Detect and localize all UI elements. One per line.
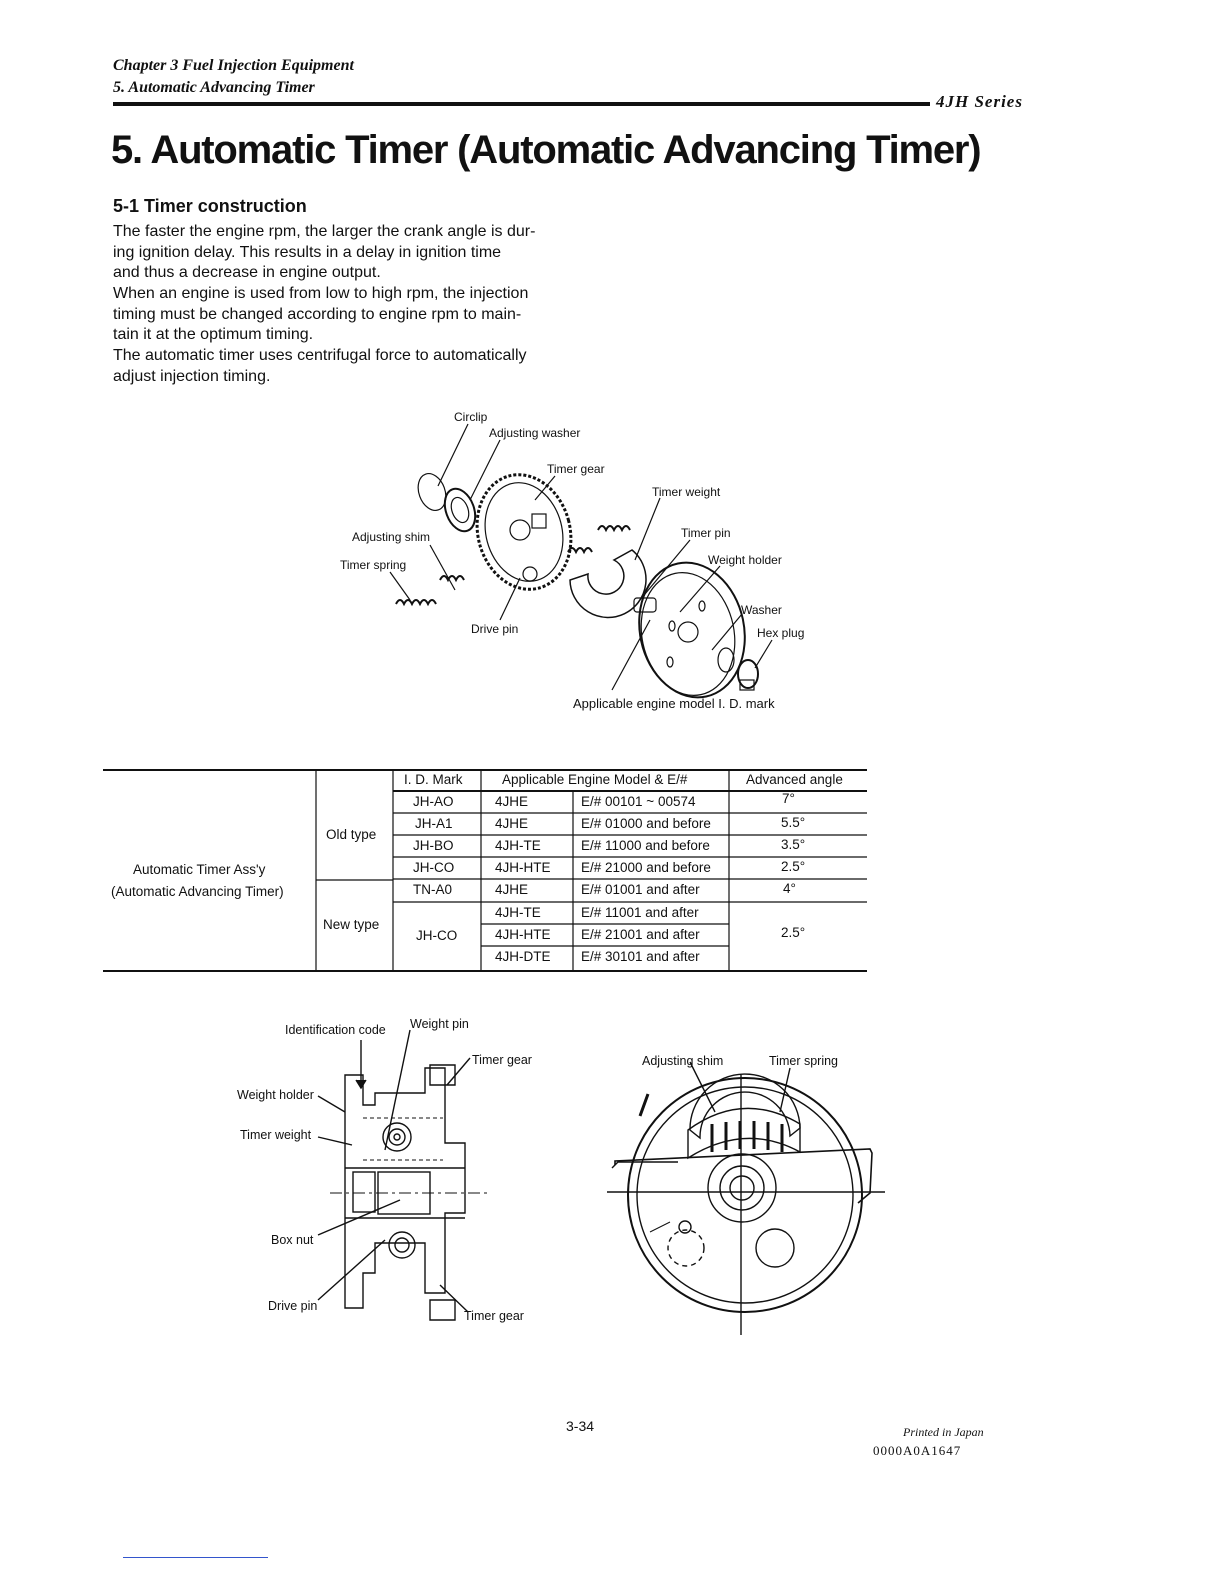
cell-model: 4JH-TE bbox=[495, 905, 541, 920]
page-title: 5. Automatic Timer (Automatic Advancing Timer) bbox=[111, 128, 981, 172]
label-timer-pin: Timer pin bbox=[681, 526, 731, 540]
label-model-mark: Applicable engine model I. D. mark bbox=[573, 696, 775, 711]
cell-angle: 2.5° bbox=[781, 859, 806, 874]
cell-model: 4JH-TE bbox=[495, 838, 541, 853]
col-header-angle: Advanced angle bbox=[746, 772, 843, 787]
cell-serial: E/# 21000 and before bbox=[581, 860, 711, 875]
label-timer-spring: Timer spring bbox=[340, 558, 407, 572]
paragraph-line: The automatic timer uses centrifugal force to automatically bbox=[113, 347, 527, 364]
cell-model: 4JH-HTE bbox=[495, 860, 551, 875]
cell-mark: JH-BO bbox=[413, 838, 454, 853]
col-header-model: Applicable Engine Model & E/# bbox=[502, 772, 688, 787]
cell-angle: 7° bbox=[782, 791, 795, 806]
cell-model: 4JHE bbox=[495, 816, 529, 831]
page-number: 3-34 bbox=[566, 1418, 595, 1434]
paragraph-line: timing must be changed according to engine rpm to main- bbox=[113, 305, 522, 323]
cell-serial: E/# 01001 and after bbox=[581, 882, 700, 897]
label-drive-pin-section: Drive pin bbox=[268, 1299, 318, 1313]
paragraph-line: When an engine is used from low to high rpm, the injection bbox=[113, 285, 529, 302]
label-timer-weight: Timer weight bbox=[652, 485, 721, 499]
label-timer-gear: Timer gear bbox=[547, 462, 605, 476]
printed-in-japan: Printed in Japan bbox=[903, 1425, 984, 1439]
label-identification-code: Identification code bbox=[285, 1023, 386, 1037]
cell-mark: JH-A1 bbox=[415, 816, 453, 831]
footer-line bbox=[123, 1557, 268, 1558]
chapter-header: Chapter 3 Fuel Injection Equipment bbox=[113, 57, 354, 74]
cell-serial: E/# 00101 ~ 00574 bbox=[581, 794, 696, 809]
cell-angle-merged: 2.5° bbox=[781, 925, 806, 940]
paragraph-line: tain it at the optimum timing. bbox=[113, 326, 314, 344]
cell-model: 4JHE bbox=[495, 794, 529, 809]
cell-serial: E/# 11001 and after bbox=[581, 905, 699, 920]
label-circlip: Circlip bbox=[454, 410, 488, 424]
cell-mark: JH-AO bbox=[413, 794, 454, 809]
section-heading: 5-1 Timer construction bbox=[113, 196, 307, 216]
group-new-type: New type bbox=[323, 917, 380, 932]
label-box-nut: Box nut bbox=[271, 1233, 314, 1247]
cell-mark: JH-CO bbox=[413, 860, 455, 875]
paragraph-line: The faster the engine rpm, the larger the crank angle is dur- bbox=[113, 223, 536, 240]
section-header: 5. Automatic Advancing Timer bbox=[113, 79, 315, 96]
series-label: 4JH Series bbox=[936, 92, 1023, 111]
label-washer: Washer bbox=[741, 603, 782, 617]
cell-model: 4JHE bbox=[495, 882, 529, 897]
label-adjusting-washer: Adjusting washer bbox=[489, 426, 581, 440]
cell-angle: 5.5° bbox=[781, 815, 806, 830]
label-adjusting-shim: Adjusting shim bbox=[352, 530, 431, 544]
table-row-header-1: Automatic Timer Ass'y bbox=[133, 862, 266, 877]
cell-angle: 3.5° bbox=[781, 837, 806, 852]
cell-mark: TN-A0 bbox=[413, 882, 453, 897]
cell-angle: 4° bbox=[783, 881, 796, 896]
paragraph-line: ing ignition delay. This results in a delay in ignition time bbox=[113, 243, 502, 261]
label-weight-pin: Weight pin bbox=[410, 1017, 469, 1031]
label-timer-gear-top: Timer gear bbox=[472, 1053, 532, 1067]
label-weight-holder: Weight holder bbox=[708, 553, 782, 567]
cell-serial: E/# 11000 and before bbox=[581, 838, 710, 853]
cell-serial: E/# 01000 and before bbox=[581, 816, 711, 831]
table-row-header-2: (Automatic Advancing Timer) bbox=[111, 884, 284, 899]
label-timer-spring-front: Timer spring bbox=[769, 1054, 838, 1068]
label-adjusting-shim-front: Adjusting shim bbox=[642, 1054, 724, 1068]
label-hex-plug: Hex plug bbox=[757, 626, 805, 640]
cell-serial: E/# 30101 and after bbox=[581, 949, 700, 964]
cell-model: 4JH-DTE bbox=[495, 949, 551, 964]
cell-model: 4JH-HTE bbox=[495, 927, 551, 942]
paragraph-line: and thus a decrease in engine output. bbox=[113, 264, 381, 282]
cell-serial: E/# 21001 and after bbox=[581, 927, 700, 942]
group-old-type: Old type bbox=[326, 827, 377, 842]
label-drive-pin: Drive pin bbox=[471, 622, 519, 636]
label-timer-gear-bottom: Timer gear bbox=[464, 1309, 524, 1323]
cell-mark-merged: JH-CO bbox=[416, 928, 458, 943]
label-weight-holder-section: Weight holder bbox=[237, 1088, 314, 1102]
label-timer-weight-section: Timer weight bbox=[240, 1128, 312, 1142]
document-code: 0000A0A1647 bbox=[873, 1443, 962, 1458]
col-header-mark: I. D. Mark bbox=[404, 772, 463, 787]
paragraph-line: adjust injection timing. bbox=[113, 367, 271, 385]
